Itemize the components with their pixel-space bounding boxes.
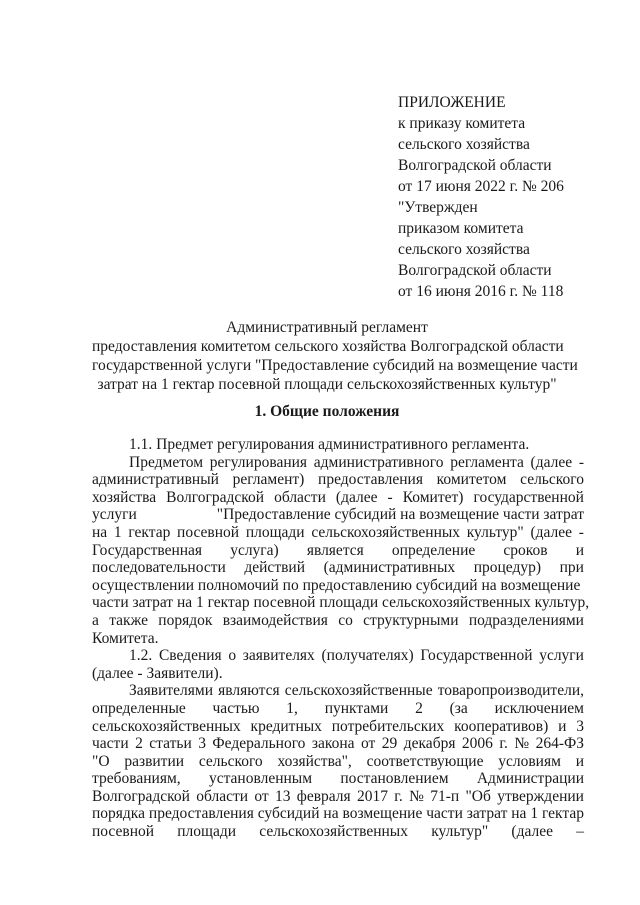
body-line [92,471,584,489]
body-word: предоставления [148,805,254,823]
body-word: области [274,488,326,506]
body-word: площади [177,823,237,841]
body-word: 1 [113,523,122,541]
body-word: о [228,647,237,665]
body-word: административный [92,471,219,489]
title-line: предоставления комитетом сельского хозяйства Волгоградской области [92,338,564,355]
title-line: затрат на 1 гектар посевной площади сельскохозяйственных культур" [97,376,557,393]
body-word: взаимодействия [222,611,328,629]
body-word: от [361,735,376,753]
body-word: товаропроизводители, [437,682,584,700]
body-word: 2006 [461,735,493,753]
body-word: декабря [403,735,456,753]
body-word: февраля [296,787,351,805]
body-word: условиям [498,752,561,770]
body-word: 3 [198,735,206,753]
title-line: Административный регламент [226,319,428,336]
body-word: услуги [92,506,137,524]
body-word: регулирования [209,453,308,471]
body-word: соответствующие [366,752,484,770]
body-word: "Предоставление субсидий на возмещение части затрат [216,506,584,524]
body-word: посевной [177,523,240,541]
body-word: 71-п [430,787,460,805]
body-word: определение [391,541,476,559]
body-line [92,506,584,524]
body-word: от [254,787,269,805]
body-word: Федерального [212,735,306,753]
body-word: 3 [576,717,584,735]
body-line [92,559,584,577]
body-word: Администрации [476,770,584,788]
body-line [92,682,584,700]
body-line [92,718,584,736]
body-word: № [514,735,530,753]
body-word: установленным [208,770,313,788]
body-line [92,823,584,841]
body-word: и [575,752,584,770]
body-word: сельского [520,471,584,489]
body-line [92,700,584,718]
body-word: сельскохозяйственных [92,717,241,735]
body-word: сельскохозяйственных [311,523,461,541]
body-word: сельскохозяйственных [259,823,408,841]
document-body [92,436,590,841]
body-line [92,770,584,788]
body-line [92,805,584,823]
body-word: Сведения [158,647,222,665]
body-word: требованиям, [92,770,181,788]
appendix-line: Волгоградской области [398,157,552,174]
body-word: и [575,541,584,559]
body-word: (далее [335,488,378,506]
body-word: "Об [465,787,491,805]
body-word: г. [499,735,508,753]
body-word: - [387,488,393,506]
body-word: хозяйства", [277,752,352,770]
body-word: Комитет) [402,488,464,506]
body-word: 264-ФЗ [535,735,584,753]
body-word: предоставления [318,471,423,489]
appendix-line: сельского хозяйства [398,136,530,153]
appendix-line: ПРИЛОЖЕНИЕ [398,94,506,111]
body-line: Комитета. [92,629,159,647]
body-word: культур" [466,523,524,541]
body-word: сельского [198,752,263,770]
body-word: государственной [473,488,584,506]
body-word: 1, [286,699,298,717]
body-word: хозяйства [92,488,157,506]
body-word: на [323,805,339,823]
body-word: Заявителями [129,682,214,700]
body-word: со [338,611,353,629]
body-word: Волгоградской [92,787,190,805]
body-word: услуги [539,647,584,665]
body-word: регламент) [232,471,305,489]
body-word: 13 [274,787,291,805]
body-word: площади [245,523,305,541]
body-word: порядок [158,611,213,629]
body-word: регламента [450,453,524,471]
body-word: "О [92,752,110,770]
body-word: услуга) [230,541,279,559]
body-line [92,612,584,630]
title-line: государственной услуги "Предоставление субсидий на возмещение части [92,357,578,374]
section-heading: 1. Общие положения [254,403,400,420]
body-word: части [92,735,129,753]
body-word: определенные [92,699,186,717]
body-word: а [92,611,99,629]
approved-line: от 16 июня 2016 г. № 118 [398,283,564,300]
body-word: 29 [381,735,398,753]
body-word: исключением [494,699,584,717]
body-word: Волгоградской [166,488,265,506]
body-word: статьи [149,735,192,753]
body-word: возмещение [342,805,423,823]
body-word: потребительских [331,717,445,735]
body-word: кооперативов) [454,717,549,735]
body-word: (получателях) [321,647,414,665]
body-word: - [578,523,584,541]
appendix-block [398,92,628,197]
body-word: развитии [124,752,185,770]
body-word: на [92,523,108,541]
body-line: части затрат на 1 гектар посевной площади сельскохозяйственных культур, [92,594,590,612]
body-word: сельскохозяйственные [284,682,433,700]
body-word: посевной [92,823,155,841]
body-word: закона [311,735,355,753]
body-word: заявителях [242,647,315,665]
body-word: утверждении [497,787,584,805]
body-word: 1.2. [129,647,153,665]
body-word: (за [449,699,468,717]
body-word: 2017 [356,787,388,805]
body-word: процедур) [473,559,542,577]
body-word: части [426,805,463,823]
body-line [92,647,584,665]
body-word: Государственная [92,541,203,559]
body-word: подразделениями [468,611,584,629]
body-word: – [576,823,584,841]
body-word: частью [212,699,260,717]
approved-block [398,197,628,302]
body-line [92,524,584,542]
body-line [92,489,584,507]
body-word: кредитных [250,717,322,735]
document-title [92,318,578,394]
body-word: культур" [431,823,489,841]
body-word: Государственной [420,647,533,665]
body-word: при [559,559,584,577]
body-word: Предметом [129,453,204,471]
body-word: (далее [530,453,573,471]
body-word: (далее [511,823,553,841]
body-line [92,788,584,806]
body-word: № [409,787,424,805]
approved-line: приказом комитета [398,220,524,237]
body-word: являются [218,682,280,700]
body-word: 2 [415,699,423,717]
body-word: последовательности [92,559,226,577]
body-word: сроков [503,541,548,559]
body-line: осуществлении полномочий по предоставлению субсидий на возмещение [92,576,581,594]
body-word: - [578,453,584,471]
body-word: затрат [466,805,508,823]
body-word: порядка [92,805,145,823]
body-word: действий [244,559,305,577]
body-word: субсидий [257,805,320,823]
body-line [92,735,584,753]
approved-line: "Утвержден [398,199,478,216]
body-line [92,454,584,472]
body-word: области [196,787,249,805]
body-word: гектар [128,523,171,541]
body-word: (далее [530,523,573,541]
body-word: постановлением [340,770,449,788]
body-word: также [109,611,148,629]
body-word: пунктами [324,699,389,717]
body-word: комитетом [436,471,507,489]
body-word: 1 [530,805,539,823]
appendix-line: от 17 июня 2022 г. № 206 [398,178,564,195]
body-word: является [306,541,364,559]
approved-line: Волгоградской области [398,262,552,279]
body-line: (далее - Заявители). [92,664,223,682]
body-line [92,542,584,560]
body-word: (административных [323,559,456,577]
body-word: на [511,805,527,823]
body-word: административного [313,453,444,471]
paragraph-heading: 1.1. Предмет регулирования административного регламента. [129,436,530,453]
approved-line: сельского хозяйства [398,241,530,258]
body-word: 2 [135,735,143,753]
body-line [92,753,584,771]
body-word: и [558,717,567,735]
body-word: г. [394,787,403,805]
body-word: гектар [542,805,584,823]
appendix-line: к приказу комитета [398,115,526,132]
body-word: структурными [363,611,459,629]
